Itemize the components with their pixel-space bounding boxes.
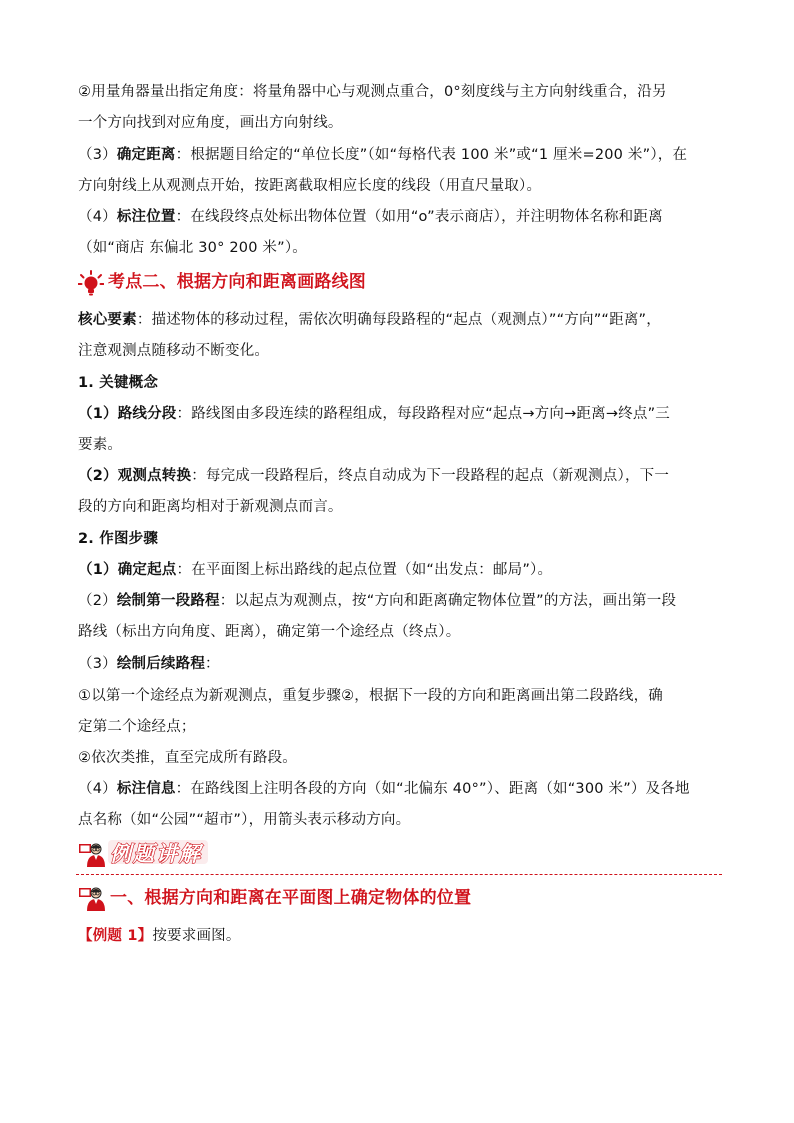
- teacher-icon: [78, 840, 106, 868]
- text-line: 要素。: [78, 437, 123, 453]
- item-number: （2）: [78, 593, 117, 609]
- text-line: [78, 207, 718, 227]
- item-number: （1）: [78, 406, 118, 422]
- text-line: （如“商店 东偏北 30° 200 米”）。: [78, 240, 307, 256]
- text-line: 注意观测点随移动不断变化。: [78, 343, 270, 359]
- example-text: 按要求画图。: [152, 928, 241, 944]
- item-number: （1）: [78, 562, 118, 578]
- text-line: 定第二个途经点；: [78, 719, 196, 735]
- text-line: 一个方向找到对应角度，画出方向射线。: [78, 115, 343, 131]
- text-line: 点名称（如“公园”“超市”），用箭头表示移动方向。: [78, 812, 411, 828]
- text-line: [78, 779, 718, 799]
- subheading: 1. 关键概念: [78, 375, 159, 391]
- item-term: 标注位置: [116, 209, 176, 225]
- text-line: 路线（标出方向角度、距离），确定第一个途经点（终点）。: [78, 624, 461, 640]
- text-line: [78, 654, 718, 674]
- item-term: 标注信息: [116, 781, 176, 797]
- item-text: ：: [205, 656, 220, 672]
- text-line: ①以第一个途经点为新观测点，重复步骤②，根据下一段的方向和距离画出第二段路线，确: [78, 688, 663, 704]
- item-number: （3）: [78, 656, 117, 672]
- item-number: （3）: [78, 147, 117, 163]
- item-text: ：在平面图上标出路线的起点位置（如“出发点：邮局”）。: [176, 562, 553, 578]
- subheading: 2. 作图步骤: [78, 531, 159, 547]
- text-line: ②依次类推，直至完成所有路段。: [78, 750, 297, 766]
- text-line: [78, 466, 718, 486]
- item-term: 确定起点: [117, 562, 177, 578]
- text-line: [78, 310, 718, 330]
- item-text: ：每完成一段路程后，终点自动成为下一段路程的起点（新观测点），下一: [191, 468, 670, 484]
- item-term: 路线分段: [117, 406, 177, 422]
- text-line: [78, 404, 718, 424]
- section-heading: 考点二、根据方向和距离画路线图: [108, 272, 366, 292]
- item-number: （2）: [78, 468, 118, 484]
- item-term: 确定距离: [116, 147, 176, 163]
- example-label: 【例题 1】: [78, 928, 153, 944]
- item-term: 观测点转换: [117, 468, 192, 484]
- lightbulb-icon: [78, 270, 104, 296]
- core-text: ：描述物体的移动过程，需依次明确每段路程的“起点（观测点）”“方向”“距离”，: [136, 312, 661, 328]
- text-line: 段的方向和距离均相对于新观测点而言。: [78, 499, 343, 515]
- teacher-icon: [78, 884, 106, 912]
- item-text: ：路线图由多段连续的路程组成，每段路程对应“起点→方向→距离→终点”三: [176, 406, 670, 422]
- text-line: [78, 591, 718, 611]
- item-number: （4）: [78, 781, 117, 797]
- item-text: ：在线段终点处标出物体位置（如用“o”表示商店），并注明物体名称和距离: [175, 209, 663, 225]
- section-heading: 一、根据方向和距离在平面图上确定物体的位置: [110, 888, 472, 908]
- item-number: （4）: [78, 209, 117, 225]
- text-line: 方向射线上从观测点开始，按距离截取相应长度的线段（用直尺量取）。: [78, 178, 542, 194]
- text-line: [78, 145, 718, 165]
- core-label: 核心要素: [78, 312, 137, 328]
- item-term: 绘制第一段路程: [116, 593, 220, 609]
- example-banner: [108, 838, 210, 866]
- item-term: 绘制后续路程: [116, 656, 206, 672]
- text-line: ②用量角器量出指定角度：将量角器中心与观测点重合，0°刻度线与主方向射线重合，沿另: [78, 84, 667, 100]
- item-text: ：以起点为观测点，按“方向和距离确定物体位置”的方法，画出第一段: [219, 593, 677, 609]
- item-text: ：在路线图上注明各段的方向（如“北偏东 40°”）、距离（如“300 米”）及各地: [175, 781, 690, 797]
- item-text: ：根据题目给定的“单位长度”（如“每格代表 100 米”或“1 厘米=200 米”），在: [175, 147, 688, 163]
- text-line: [78, 560, 718, 580]
- text-line: [78, 926, 718, 946]
- banner-label: 例题讲解: [110, 842, 202, 866]
- dashed-divider: [76, 874, 722, 875]
